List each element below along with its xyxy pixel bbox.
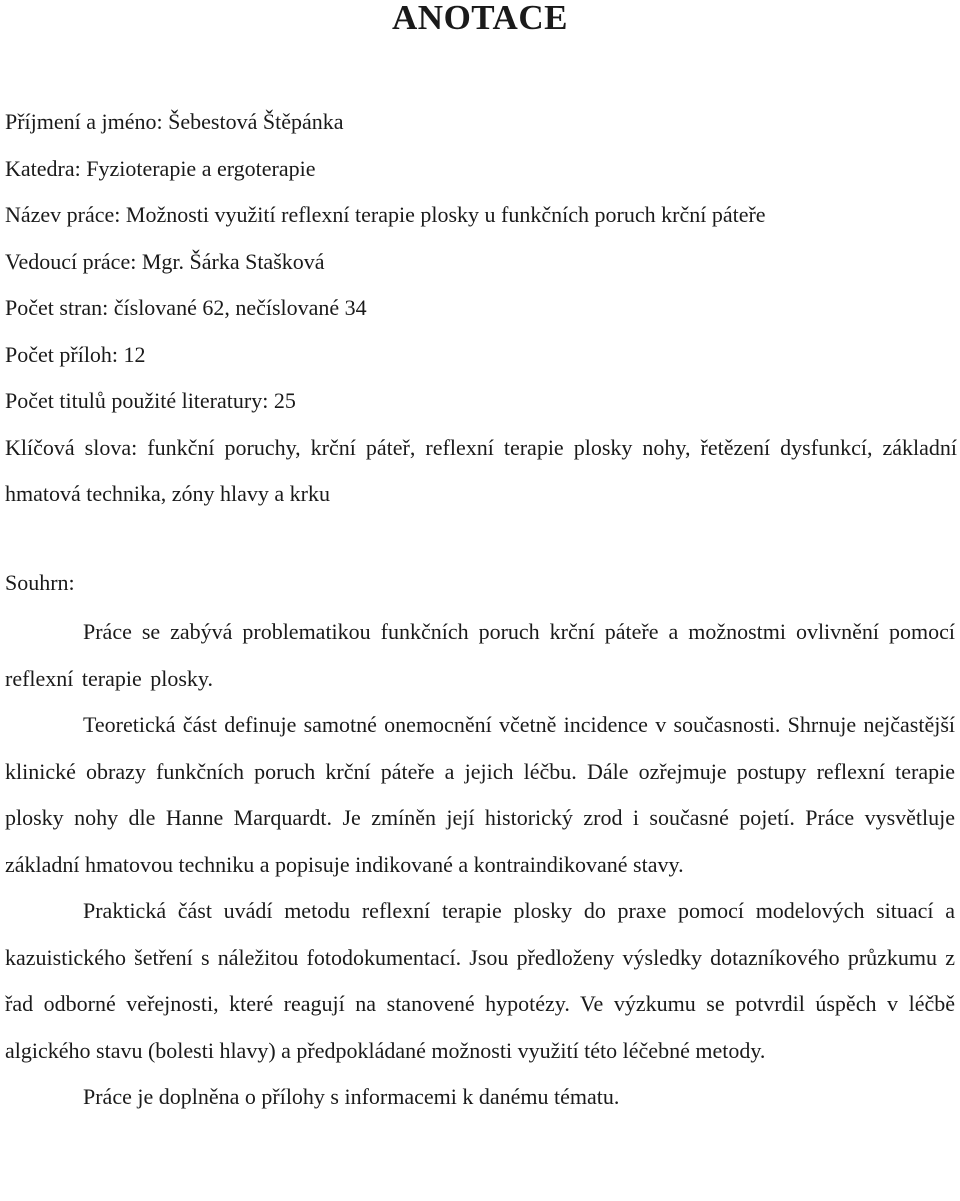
page-title: ANOTACE: [392, 0, 568, 37]
summary-paragraph: Praktická část uvádí metodu reflexní terapie plosky do praxe pomocí modelových situací a kazuistického šetření s náležitou fotodokumentací. Jsou předloženy výsledky dotazníkového průzkumu z řad odborné veřejnosti, které reagují na stanovené hypotézy. Ve výzkumu se potvrdil úspěch v léčbě algického stavu (bolesti hlavy) a předpokládané možnosti využití této léčebné metody.: [5, 898, 955, 1063]
summary-paragraph: Práce se zabývá problematikou funkčních poruch krční páteře a možnostmi ovlivnění pomocí reflexní terapie plosky.: [5, 619, 955, 691]
page-count-line: Počet stran: číslované 62, nečíslované 34: [5, 295, 367, 320]
keywords-line: Klíčová slova: funkční poruchy, krční páteř, reflexní terapie plosky nohy, řetězení dysfunkcí, základní hmatová technika, zóny hlavy a krku: [5, 434, 957, 506]
thesis-title-line: Název práce: Možnosti využití reflexní terapie plosky u funkčních poruch krční páteře: [5, 202, 766, 227]
reference-count-line: Počet titulů použité literatury: 25: [5, 388, 296, 413]
author-line: Příjmení a jméno: Šebestová Štěpánka: [5, 109, 344, 134]
appendix-count-line: Počet příloh: 12: [5, 341, 146, 367]
summary-paragraph: Teoretická část definuje samotné onemocnění včetně incidence v současnosti. Shrnuje nejčastější klinické obrazy funkčních poruch krční páteře a jejich léčbu. Dále ozřejmuje postupy reflexní terapie plosky nohy dle Hanne Marquardt. Je zmíněn její historický zrod i současné pojetí. Práce vysvětluje základní hmatovou techniku a popisuje indikované a kontraindikované stavy.: [5, 712, 955, 877]
summary-heading: Souhrn:: [5, 570, 75, 595]
thesis-info: [5, 99, 957, 518]
summary-paragraph: Práce je doplněna o přílohy s informacemi k danému tématu.: [83, 1084, 620, 1109]
summary-body: [5, 609, 955, 1121]
department-line: Katedra: Fyzioterapie a ergoterapie: [5, 155, 316, 181]
supervisor-line: Vedoucí práce: Mgr. Šárka Stašková: [5, 248, 325, 274]
